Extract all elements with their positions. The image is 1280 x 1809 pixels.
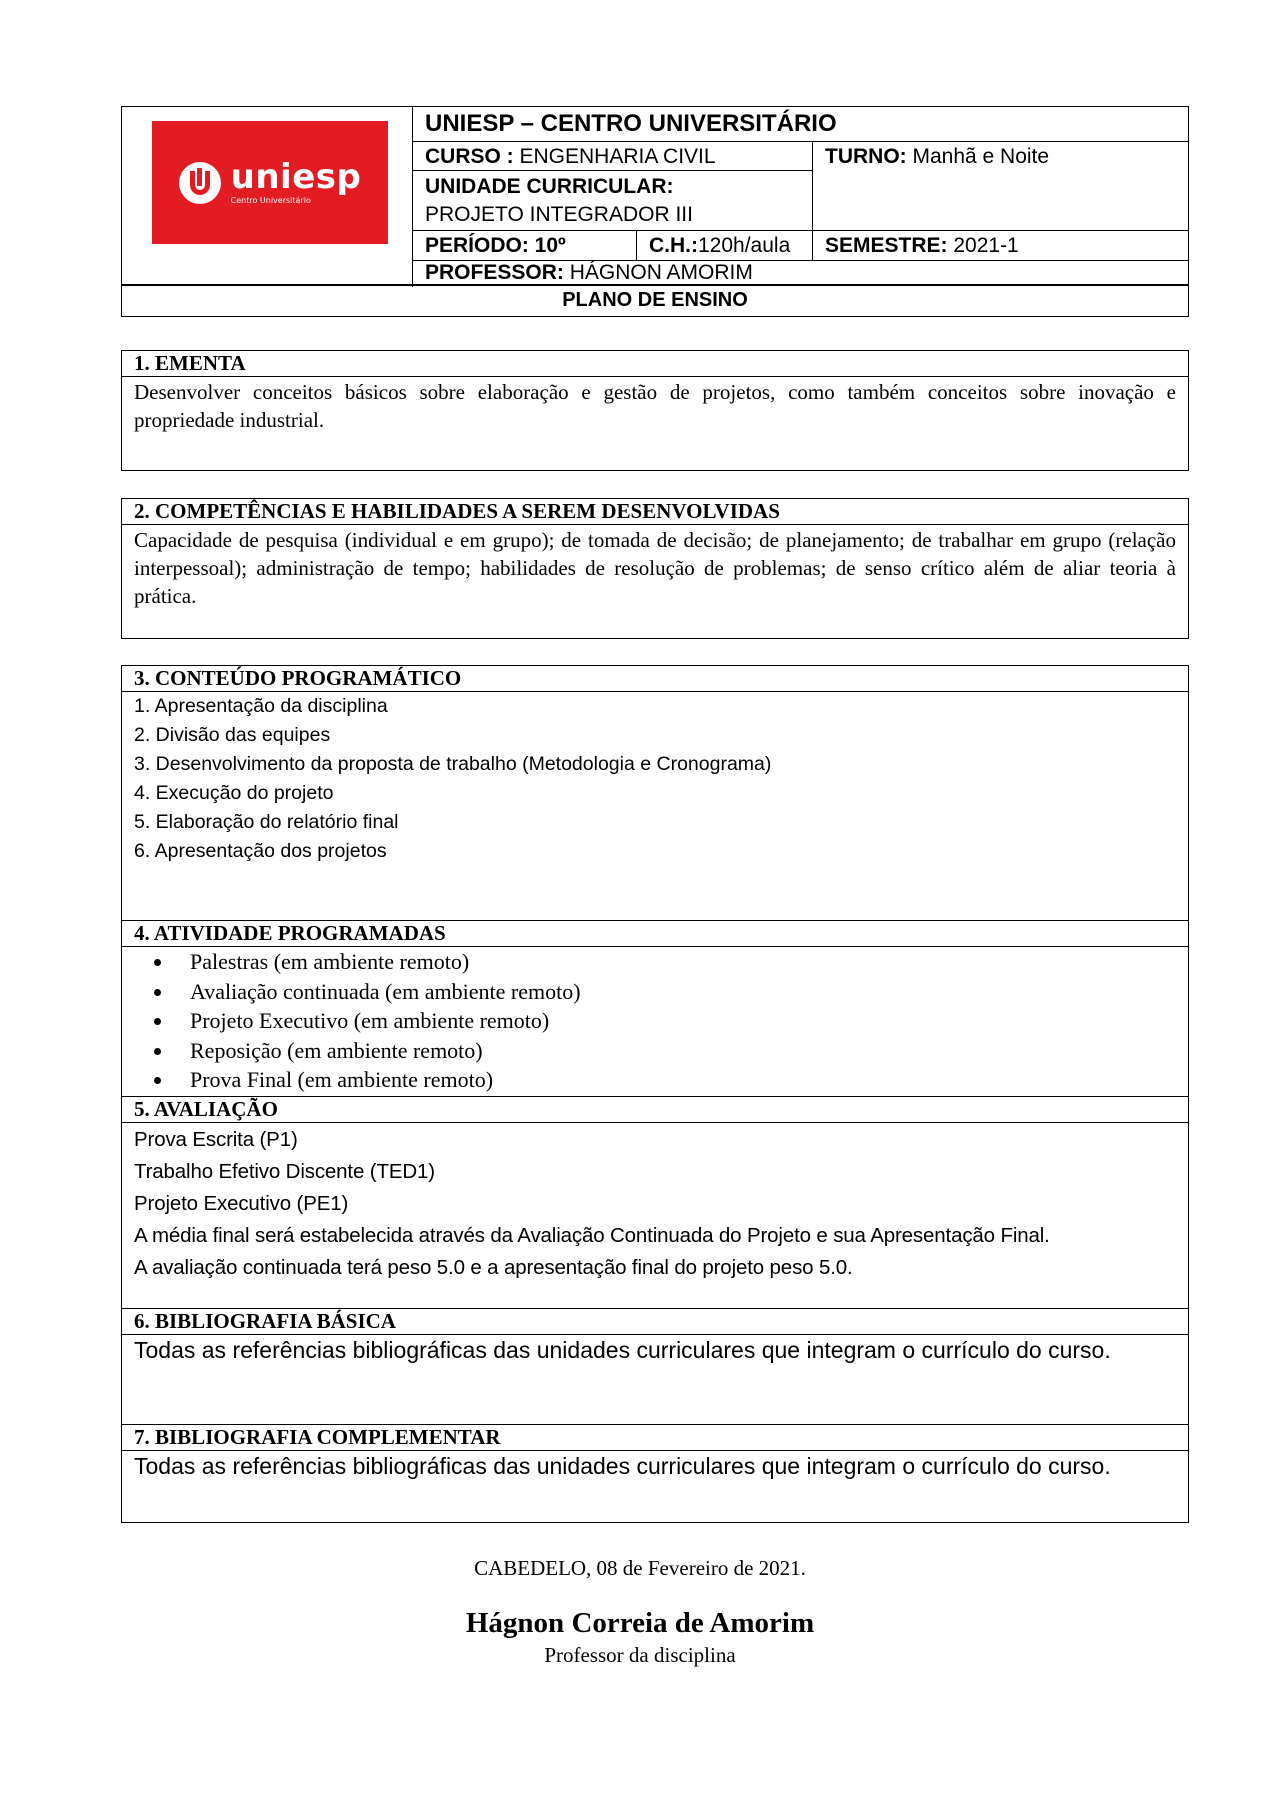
list-item: 5. Elaboração do relatório final	[134, 811, 399, 833]
logo-subtitle: Centro Universitário	[230, 195, 311, 205]
section-title: 5. AVALIAÇÃO	[122, 1097, 1188, 1123]
conteudo-list	[122, 692, 1188, 921]
avaliacao-line: A média final será estabelecida através da Avaliação Continuada do Projeto e sua Apresentação Final.	[134, 1224, 1050, 1247]
signer-name: Hágnon Correia de Amorim	[465, 1607, 815, 1639]
section-title: 4. ATIVIDADE PROGRAMADAS	[122, 921, 1188, 947]
signer-role: Professor da disciplina	[544, 1643, 736, 1667]
unidade-cell: UNIDADE CURRICULAR: PROJETO INTEGRADOR III	[413, 171, 813, 231]
avaliacao-text	[122, 1123, 1188, 1309]
bib-complementar-text: Todas as referências bibliográficas das unidades curriculares que integram o currículo do curso.	[134, 1453, 1111, 1479]
section-competencias	[121, 498, 1189, 639]
avaliacao-line: Trabalho Efetivo Discente (TED1)	[134, 1160, 435, 1183]
semestre-cell: SEMESTRE: 2021-1	[813, 231, 1188, 261]
list-item: • Prova Final (em ambiente remoto)	[174, 1065, 1188, 1095]
list-item: • Avaliação continuada (em ambiente remoto)	[174, 977, 1188, 1007]
avaliacao-line: A avaliação continuada terá peso 5.0 e a apresentação final do projeto peso 5.0.	[134, 1256, 853, 1279]
place-date: CABEDELO, 08 de Fevereiro de 2021.	[474, 1556, 806, 1580]
periodo-cell: PERÍODO: 10º	[413, 231, 637, 261]
competencias-text: Capacidade de pesquisa (individual e em grupo); de tomada de decisão; de planejamento; de trabalhar em grupo (relação interpessoal); administração de tempo; habilidades de resolução de problemas; de senso crítico além de aliar teoria à prática.	[134, 528, 1176, 608]
section-title: 2. COMPETÊNCIAS E HABILIDADES A SEREM DESENVOLVIDAS	[122, 499, 1188, 525]
section-title: 7. BIBLIOGRAFIA COMPLEMENTAR	[122, 1425, 1188, 1451]
bib-basica-text: Todas as referências bibliográficas das unidades curriculares que integram o currículo do curso.	[122, 1335, 1188, 1425]
section-title: 3. CONTEÚDO PROGRAMÁTICO	[122, 666, 1188, 692]
institution-name: UNIESP – CENTRO UNIVERSITÁRIO	[413, 107, 1188, 142]
logo-cell	[122, 107, 413, 287]
list-item: 6. Apresentação dos projetos	[134, 840, 387, 862]
section-title: 1. EMENTA	[122, 351, 1188, 377]
main-sections-table	[121, 665, 1189, 1523]
list-item: 1. Apresentação da disciplina	[134, 695, 388, 717]
header-table	[121, 106, 1189, 286]
list-item: • Palestras (em ambiente remoto)	[174, 947, 1188, 977]
turno-cell: TURNO: Manhã e Noite	[813, 142, 1188, 231]
list-item: 4. Execução do projeto	[134, 782, 334, 804]
professor-cell: PROFESSOR: HÁGNON AMORIM	[425, 261, 753, 284]
list-item: 2. Divisão das equipes	[134, 724, 331, 746]
ch-cell: C.H.:120h/aula	[637, 231, 813, 261]
avaliacao-line: Projeto Executivo (PE1)	[134, 1192, 349, 1215]
ementa-text: Desenvolver conceitos básicos sobre elaboração e gestão de projetos, como também conceitos sobre inovação e propriedade industrial.	[134, 380, 1176, 432]
list-item: • Reposição (em ambiente remoto)	[174, 1036, 1188, 1066]
plano-de-ensino-title: PLANO DE ENSINO	[121, 284, 1189, 317]
uniesp-logo	[152, 121, 388, 244]
section-ementa	[121, 350, 1189, 471]
list-item: • Projeto Executivo (em ambiente remoto)	[174, 1006, 1188, 1036]
uniesp-logo-icon	[179, 162, 221, 204]
logo-word: uniesp	[230, 156, 362, 197]
curso-cell: CURSO : ENGENHARIA CIVIL	[413, 142, 813, 171]
section-title: 6. BIBLIOGRAFIA BÁSICA	[122, 1309, 1188, 1335]
avaliacao-line: Prova Escrita (P1)	[134, 1128, 298, 1151]
atividades-list	[122, 947, 1188, 1095]
atividades-list-cell	[122, 947, 1188, 1097]
list-item: 3. Desenvolvimento da proposta de trabalho (Metodologia e Cronograma)	[134, 753, 772, 775]
